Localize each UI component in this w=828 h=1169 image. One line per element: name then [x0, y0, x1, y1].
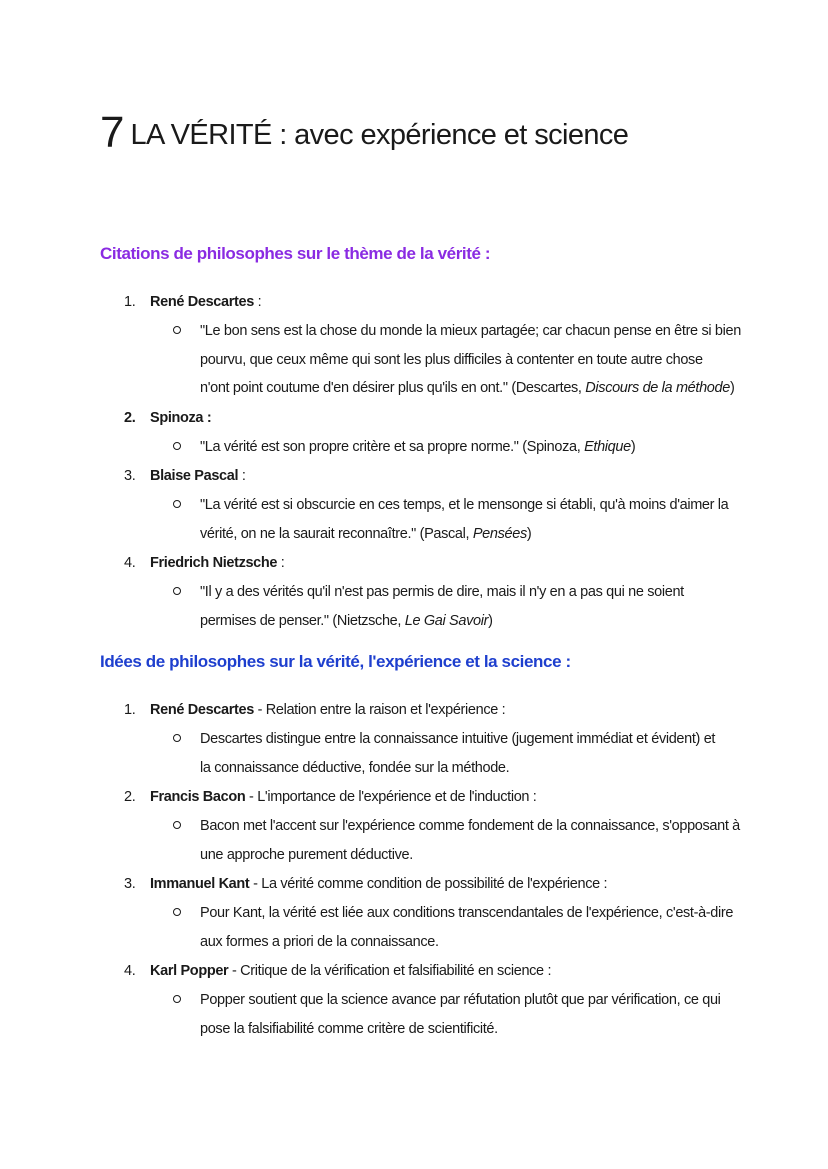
- idea-line: aux formes a priori de la connaissance.: [200, 933, 439, 950]
- bullet-icon: [173, 734, 181, 742]
- chapter-number: 7: [100, 108, 125, 157]
- item-heading: [0, 550, 828, 576]
- item-heading: [0, 784, 828, 810]
- ideas-list: [0, 697, 828, 1045]
- title-text: LA VÉRITÉ : avec expérience et science: [130, 119, 629, 151]
- quote-line: "La vérité est si obscurcie en ces temps, et le mensonge si établi, qu'à moins d'aimer la: [200, 497, 729, 513]
- quote-block: [0, 433, 740, 462]
- quote-line: pourvu, que ceux même qui sont les plus difficiles à contenter en toute autre chose: [200, 351, 703, 368]
- philosopher-name: Immanuel Kant: [150, 876, 250, 892]
- closing-paren: ): [526, 525, 532, 542]
- list-item: [0, 289, 828, 403]
- bullet-icon: [173, 442, 181, 450]
- item-heading: [0, 405, 828, 431]
- item-heading: [0, 289, 828, 315]
- closing-paren: ): [630, 438, 636, 455]
- item-suffix: - Relation entre la raison et l'expérience :: [253, 702, 506, 718]
- quote-text: permises de penser." (Nietzsche,: [200, 612, 405, 629]
- quote-line: "Le bon sens est la chose du monde la mieux partagée; car chacun pense en être si bien: [200, 323, 741, 339]
- list-item: [0, 463, 828, 548]
- item-suffix: - Critique de la vérification et falsifiabilité en science :: [228, 963, 552, 979]
- work-title: Le Gai Savoir: [404, 612, 489, 629]
- philosopher-name: René Descartes: [150, 702, 254, 718]
- item-suffix: - L'importance de l'expérience et de l'induction :: [245, 789, 537, 805]
- item-suffix: :: [277, 555, 285, 571]
- item-heading: [0, 697, 828, 723]
- section-heading-quotes: Citations de philosophes sur le thème de la vérité :: [100, 244, 491, 263]
- item-heading: [0, 871, 828, 897]
- item-number: 3.: [124, 468, 136, 484]
- philosopher-name: René Descartes: [150, 294, 254, 310]
- quote-line: [200, 433, 740, 462]
- page-title: [100, 108, 628, 158]
- philosopher-name: Karl Popper: [150, 963, 229, 979]
- work-title: Ethique: [584, 438, 631, 455]
- item-number: 3.: [124, 876, 136, 892]
- philosopher-name: Francis Bacon: [150, 789, 246, 805]
- idea-block: [0, 986, 740, 1043]
- idea-line: pose la falsifiabilité comme critère de scientificité.: [200, 1020, 498, 1037]
- quote-block: [0, 578, 740, 635]
- item-suffix: :: [253, 294, 262, 310]
- bullet-icon: [173, 821, 181, 829]
- quote-line: [200, 520, 740, 549]
- work-title: Discours de la méthode: [585, 380, 730, 396]
- list-item: [0, 871, 828, 956]
- closing-paren: ): [729, 380, 735, 396]
- list-item: [0, 784, 828, 869]
- item-number: 2.: [124, 789, 136, 805]
- closing-paren: ): [488, 612, 493, 629]
- bullet-icon: [173, 995, 181, 1003]
- item-number: 2.: [124, 409, 136, 426]
- quote-line: [200, 374, 740, 403]
- philosopher-name: Friedrich Nietzsche: [150, 555, 278, 571]
- philosopher-name: Blaise Pascal: [150, 468, 239, 484]
- quote-text: n'ont point coutume d'en désirer plus qu'ils en ont." (Descartes,: [200, 380, 586, 396]
- list-item: [0, 405, 828, 462]
- item-suffix: - La vérité comme condition de possibilité de l'expérience :: [249, 876, 608, 892]
- list-item: [0, 550, 828, 635]
- quote-block: [0, 317, 740, 403]
- philosopher-name: Spinoza :: [150, 409, 212, 426]
- quote-text: vérité, on ne la saurait reconnaître." (Pascal,: [200, 525, 473, 542]
- item-heading: [0, 463, 828, 489]
- quotes-list: [0, 289, 828, 637]
- item-number: 1.: [124, 702, 136, 718]
- quote-block: [0, 491, 740, 548]
- idea-line: Bacon met l'accent sur l'expérience comme fondement de la connaissance, s'opposant à: [200, 818, 740, 834]
- idea-block: [0, 725, 740, 782]
- bullet-icon: [173, 587, 181, 595]
- work-title: Pensées: [472, 525, 527, 542]
- quote-text: "La vérité est son propre critère et sa propre norme." (Spinoza,: [200, 438, 585, 455]
- item-number: 4.: [124, 963, 136, 979]
- item-number: 1.: [124, 294, 136, 310]
- item-suffix: :: [238, 468, 246, 484]
- list-item: [0, 958, 828, 1043]
- idea-line: Pour Kant, la vérité est liée aux conditions transcendantales de l'expérience, c'est-à-dire: [200, 905, 734, 921]
- idea-block: [0, 899, 740, 956]
- bullet-icon: [173, 326, 181, 334]
- idea-block: [0, 812, 740, 869]
- list-item: [0, 697, 828, 782]
- idea-line: la connaissance déductive, fondée sur la méthode.: [200, 759, 510, 776]
- bullet-icon: [173, 500, 181, 508]
- section-heading-ideas: Idées de philosophes sur la vérité, l'expérience et la science :: [100, 652, 571, 671]
- item-heading: [0, 958, 828, 984]
- quote-line: "Il y a des vérités qu'il n'est pas permis de dire, mais il n'y en a pas qui ne soient: [200, 584, 684, 600]
- bullet-icon: [173, 908, 181, 916]
- quote-line: [200, 607, 740, 636]
- idea-line: une approche purement déductive.: [200, 846, 413, 863]
- idea-line: Popper soutient que la science avance par réfutation plutôt que par vérification, ce qui: [200, 992, 721, 1008]
- item-number: 4.: [124, 555, 136, 571]
- idea-line: Descartes distingue entre la connaissance intuitive (jugement immédiat et évident) et: [200, 731, 716, 747]
